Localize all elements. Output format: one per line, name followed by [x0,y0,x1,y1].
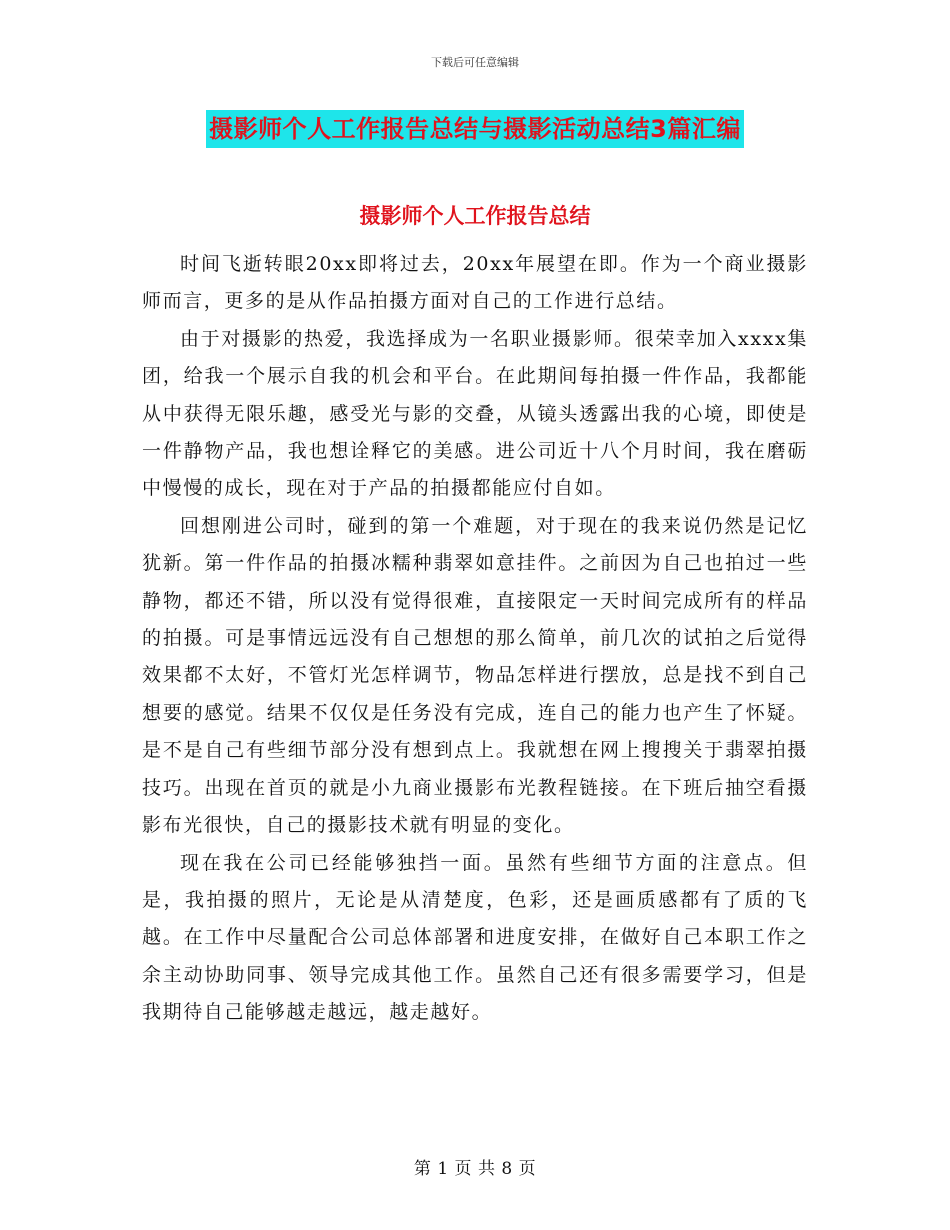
paragraph: 现在我在公司已经能够独挡一面。虽然有些细节方面的注意点。但是，我拍摄的照片，无论是从清楚度，色彩，还是画质感都有了质的飞越。在工作中尽量配合公司总体部署和进度安排，在做好自己本职工作之余主动协助同事、领导完成其他工作。虽然自己还有很多需要学习，但是我期待自己能够越走越远，越走越好。 [142,851,808,1024]
page-number-footer: 第 1 页 共 8 页 [413,1159,537,1179]
section-title: 摄影师个人工作报告总结 [359,204,591,228]
paragraph: 回想刚进公司时，碰到的第一个难题，对于现在的我来说仍然是记忆犹新。第一件作品的拍摄冰糯种翡翠如意挂件。之前因为自己也拍过一些静物，都还不错，所以没有觉得很难，直接限定一天时间完成所有的样品的拍摄。可是事情远远没有自己想想的那么简单，前几次的试拍之后觉得效果都不太好，不管灯光怎样调节，物品怎样进行摆放，总是找不到自己想要的感觉。结果不仅仅是任务没有完成，连自己的能力也产生了怀疑。是不是自己有些细节部分没有想到点上。我就想在网上搜搜关于翡翠拍摄技巧。出现在首页的就是小九商业摄影布光教程链接。在下班后抽空看摄影布光很快，自己的摄影技术就有明显的变化。 [142,514,808,837]
main-title-container [0,110,950,148]
paragraph: 由于对摄影的热爱，我选择成为一名职业摄影师。很荣幸加入xxxx集团，给我一个展示自我的机会和平台。在此期间每拍摄一件作品，我都能从中获得无限乐趣，感受光与影的交叠，从镜头透露出我的心境，即使是一件静物产品，我也想诠释它的美感。进公司近十八个月时间，我在磨砺中慢慢的成长，现在对于产品的拍摄都能应付自如。 [142,327,808,500]
paragraph: 时间飞逝转眼20xx即将过去，20xx年展望在即。作为一个商业摄影师而言，更多的是从作品拍摄方面对自己的工作进行总结。 [142,253,808,313]
main-title: 摄影师个人工作报告总结与摄影活动总结3篇汇编 [206,110,744,148]
header-note: 下载后可任意编辑 [431,56,519,69]
document-body [142,246,808,1032]
